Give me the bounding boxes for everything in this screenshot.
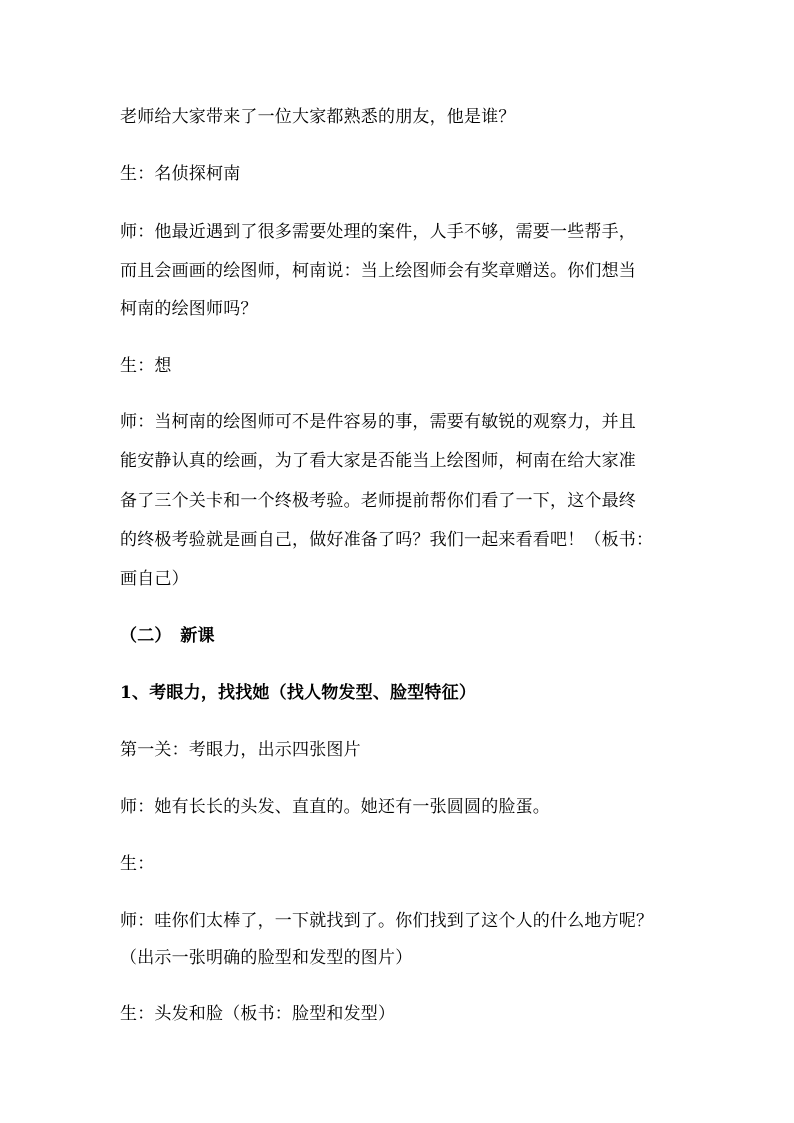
paragraph-student-answer-3: 生： xyxy=(120,854,155,874)
paragraph-teacher-2-line-5: 画自己） xyxy=(120,569,189,589)
paragraph-teacher-3: 师：她有长长的头发、直直的。她还有一张圆圆的脸蛋。 xyxy=(120,797,550,817)
paragraph-student-answer-4: 生：头发和脸（板书：脸型和发型） xyxy=(120,1004,396,1024)
paragraph-teacher-1-line-2: 而且会画画的绘图师，柯南说：当上绘图师会有奖章赠送。你们想当 xyxy=(120,261,636,281)
paragraph-student-answer-1: 生：名侦探柯南 xyxy=(120,164,241,184)
section-heading-new-lesson: （二） 新课 xyxy=(120,626,215,646)
paragraph-teacher-2-line-2: 能安静认真的绘画，为了看大家是否能当上绘图师，柯南在给大家准 xyxy=(120,451,636,471)
paragraph-teacher-4-line-1: 师：哇你们太棒了，一下就找到了。你们找到了这个人的什么地方呢？ xyxy=(120,911,654,931)
paragraph-teacher-4-line-2: （出示一张明确的脸型和发型的图片） xyxy=(120,948,413,968)
paragraph-teacher-1-line-3: 柯南的绘图师吗？ xyxy=(120,299,258,319)
paragraph-teacher-2-line-3: 备了三个关卡和一个终极考验。老师提前帮你们看了一下，这个最终 xyxy=(120,491,636,511)
paragraph-teacher-2-line-1: 师：当柯南的绘图师可不是件容易的事，需要有敏锐的观察力，并且 xyxy=(120,412,636,432)
paragraph-teacher-1-line-1: 师：他最近遇到了很多需要处理的案件，人手不够，需要一些帮手， xyxy=(120,222,636,242)
subsection-heading-1: 1、考眼力，找找她（找人物发型、脸型特征） xyxy=(120,683,477,703)
paragraph-student-answer-2: 生：想 xyxy=(120,356,172,376)
paragraph-level-one: 第一关：考眼力，出示四张图片 xyxy=(120,740,361,760)
paragraph-intro: 老师给大家带来了一位大家都熟悉的朋友，他是谁？ xyxy=(120,107,516,127)
paragraph-teacher-2-line-4: 的终极考验就是画自己，做好准备了吗？我们一起来看看吧！（板书： xyxy=(120,530,654,550)
